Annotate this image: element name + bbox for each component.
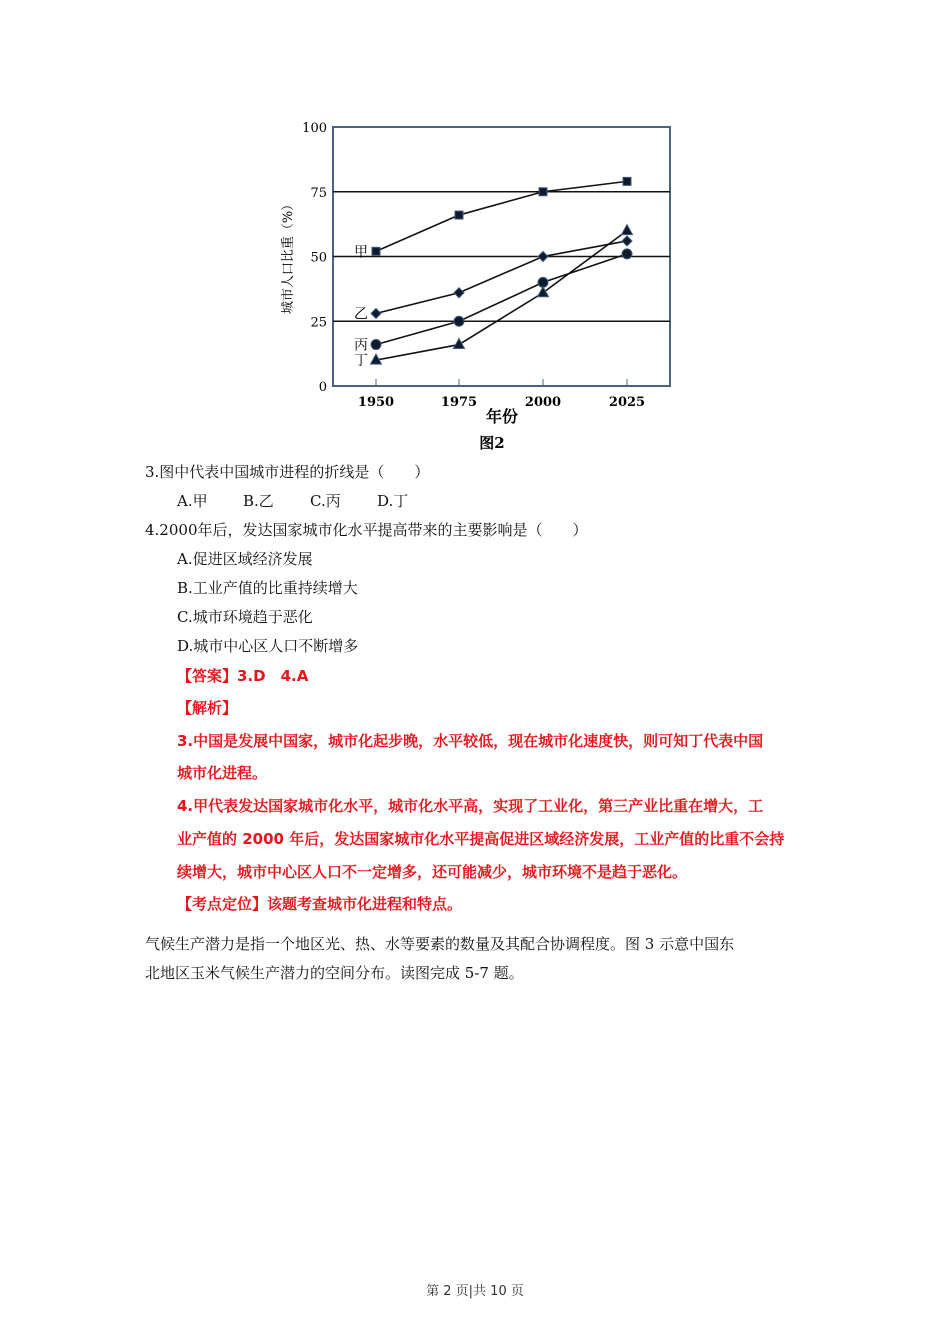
question-3-option-d: D.丁 (377, 492, 409, 510)
data-point-marker (455, 211, 463, 219)
x-axis-label: 年份 (485, 407, 519, 426)
question-4-option-c: C.城市环境趋于恶化 (177, 608, 313, 626)
data-point-marker (622, 236, 632, 246)
y-tick-label: 0 (318, 380, 327, 395)
analysis-4-line-1: 4.甲代表发达国家城市化水平，城市化水平高，实现了工业化，第三产业比重在增大，工 (177, 797, 764, 815)
data-point-marker (538, 287, 549, 297)
question-4-option-a: A.促进区域经济发展 (177, 550, 313, 568)
figure-caption: 图2 (479, 434, 505, 452)
y-tick-label: 50 (310, 250, 327, 266)
question-4-stem: 4.2000年后，发达国家城市化水平提高带来的主要影响是（ ） (145, 521, 588, 539)
urban-population-chart (280, 115, 680, 459)
page-footer: 第 2 页|共 10 页 (426, 1284, 524, 1299)
data-point-marker (454, 316, 464, 326)
y-tick-label: 25 (310, 315, 327, 331)
series-label: 乙 (354, 306, 368, 323)
analysis-4-line-3: 续增大，城市中心区人口不一定增多，还可能减少，城市环境不是趋于恶化。 (177, 863, 688, 881)
x-tick-label: 1950 (357, 395, 395, 410)
analysis-label: 【解析】 (177, 699, 238, 717)
analysis-3-line-2: 城市化进程。 (177, 764, 268, 782)
series-lines (354, 177, 633, 369)
y-axis-label: 城市人口比重（%） (281, 197, 296, 315)
question-4-option-d: D.城市中心区人口不断增多 (177, 637, 359, 655)
answer-line: 【答案】3.D 4.A (177, 667, 309, 685)
series-line (376, 231, 627, 361)
data-point-marker (622, 249, 632, 259)
question-3-option-b: B.乙 (243, 492, 274, 510)
data-point-marker (371, 340, 381, 350)
series-label: 甲 (354, 244, 368, 261)
question-4-option-b: B.工业产值的比重持续增大 (177, 579, 358, 597)
y-tick-label: 75 (310, 185, 327, 201)
intro-line-2: 北地区玉米气候生产潜力的空间分布。读图完成 5-7 题。 (145, 964, 524, 982)
x-tick-label: 2025 (608, 395, 646, 410)
x-tick-label: 1975 (440, 395, 478, 410)
series-line (376, 241, 627, 314)
x-axis-ticks (358, 379, 645, 410)
analysis-4-line-2: 业产值的 2000 年后，发达国家城市化水平提高促进区域经济发展，工业产值的比重不会持 (177, 830, 785, 848)
data-point-marker (371, 308, 381, 318)
line-chart-svg (280, 115, 680, 455)
data-point-marker (538, 252, 548, 262)
data-point-marker (622, 225, 633, 235)
data-point-marker (454, 288, 464, 298)
y-axis-ticks (302, 121, 327, 395)
series-label: 丁 (354, 353, 368, 370)
series-line (376, 254, 627, 345)
y-tick-label: 100 (302, 121, 327, 136)
data-point-marker (372, 247, 380, 255)
data-point-marker (454, 339, 465, 349)
data-point-marker (623, 177, 631, 185)
analysis-3-line-1: 3.中国是发展中国家，城市化起步晚，水平较低，现在城市化速度快，则可知丁代表中国 (177, 732, 764, 750)
data-point-marker (539, 188, 547, 196)
question-3-stem: 3.图中代表中国城市进程的折线是（ ） (145, 463, 430, 481)
series-label: 丙 (354, 337, 368, 354)
x-tick-label: 2000 (524, 395, 562, 410)
intro-line-1: 气候生产潜力是指一个地区光、热、水等要素的数量及其配合协调程度。图 3 示意中国东 (145, 935, 735, 953)
question-3-option-c: C.丙 (310, 492, 341, 510)
kaodian-line: 【考点定位】该题考查城市化进程和特点。 (177, 895, 463, 913)
question-3-option-a: A.甲 (177, 492, 208, 510)
